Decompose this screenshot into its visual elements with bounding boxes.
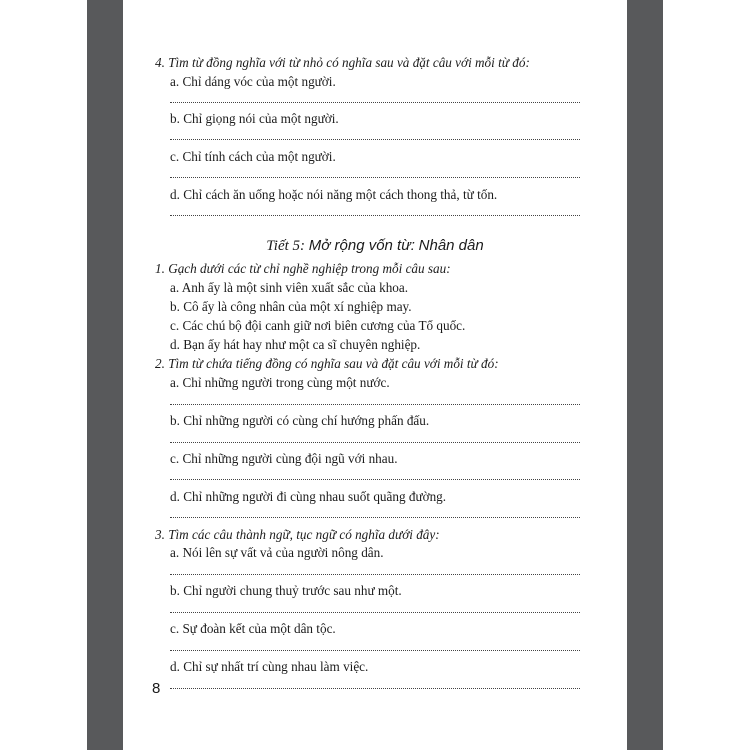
exercise-3-item-b: b. Chỉ người chung thuỷ trước sau như một. — [170, 583, 402, 598]
answer-line — [170, 442, 580, 443]
answer-line — [170, 574, 580, 575]
answer-line — [170, 215, 580, 216]
exercise-4-item-d: d. Chỉ cách ăn uống hoặc nói năng một cách thong thả, từ tốn. — [170, 187, 498, 202]
exercise-1-item-d: d. Bạn ấy hát hay như một ca sĩ chuyên nghiệp. — [170, 337, 421, 352]
answer-line — [170, 650, 580, 651]
exercise-3-question: 3. Tìm các câu thành ngữ, tục ngữ có nghĩa dưới đây: — [155, 527, 440, 542]
exercise-1-question: 1. Gạch dưới các từ chỉ nghề nghiệp trong mỗi câu sau: — [155, 261, 451, 276]
exercise-3-item-d: d. Chỉ sự nhất trí cùng nhau làm việc. — [170, 659, 369, 674]
exercise-1-item-c: c. Các chú bộ đội canh giữ nơi biên cương của Tổ quốc. — [170, 318, 466, 333]
exercise-2-item-c: c. Chỉ những người cùng đội ngũ với nhau. — [170, 451, 398, 466]
page-number: 8 — [152, 680, 161, 697]
exercise-4-item-a: a. Chỉ dáng vóc của một người. — [170, 74, 336, 89]
answer-line — [170, 139, 580, 140]
viewer-frame-right — [627, 0, 663, 750]
lesson-subject: Nhân dân — [418, 237, 484, 254]
lesson-prefix: Tiết 5: — [266, 238, 306, 254]
answer-line — [170, 612, 580, 613]
exercise-2-question: 2. Tìm từ chứa tiếng đồng có nghĩa sau và đặt câu với mỗi từ đó: — [155, 356, 499, 371]
viewer-frame-left — [87, 0, 123, 750]
exercise-4-item-c: c. Chỉ tính cách của một người. — [170, 149, 336, 164]
answer-line — [170, 479, 580, 480]
exercise-4-item-b: b. Chỉ giọng nói của một người. — [170, 111, 339, 126]
answer-line — [170, 177, 580, 178]
answer-line — [170, 517, 580, 518]
lesson-title — [123, 237, 627, 255]
exercise-4-question: 4. Tìm từ đồng nghĩa với từ nhỏ có nghĩa sau và đặt câu với mỗi từ đó: — [155, 55, 530, 70]
lesson-topic: Mở rộng vốn từ: — [308, 237, 415, 254]
exercise-2-item-a: a. Chỉ những người trong cùng một nước. — [170, 375, 390, 390]
answer-line — [170, 102, 580, 103]
exercise-1-item-a: a. Anh ấy là một sinh viên xuất sắc của khoa. — [170, 280, 409, 295]
answer-line — [170, 688, 580, 689]
workbook-page — [123, 0, 627, 750]
exercise-3-item-a: a. Nói lên sự vất vả của người nông dân. — [170, 545, 384, 560]
exercise-3-item-c: c. Sự đoàn kết của một dân tộc. — [170, 621, 336, 636]
exercise-2-item-b: b. Chỉ những người có cùng chí hướng phấn đấu. — [170, 413, 430, 428]
exercise-1-item-b: b. Cô ấy là công nhân của một xí nghiệp may. — [170, 299, 412, 314]
answer-line — [170, 404, 580, 405]
exercise-2-item-d: d. Chỉ những người đi cùng nhau suốt quãng đường. — [170, 489, 447, 504]
